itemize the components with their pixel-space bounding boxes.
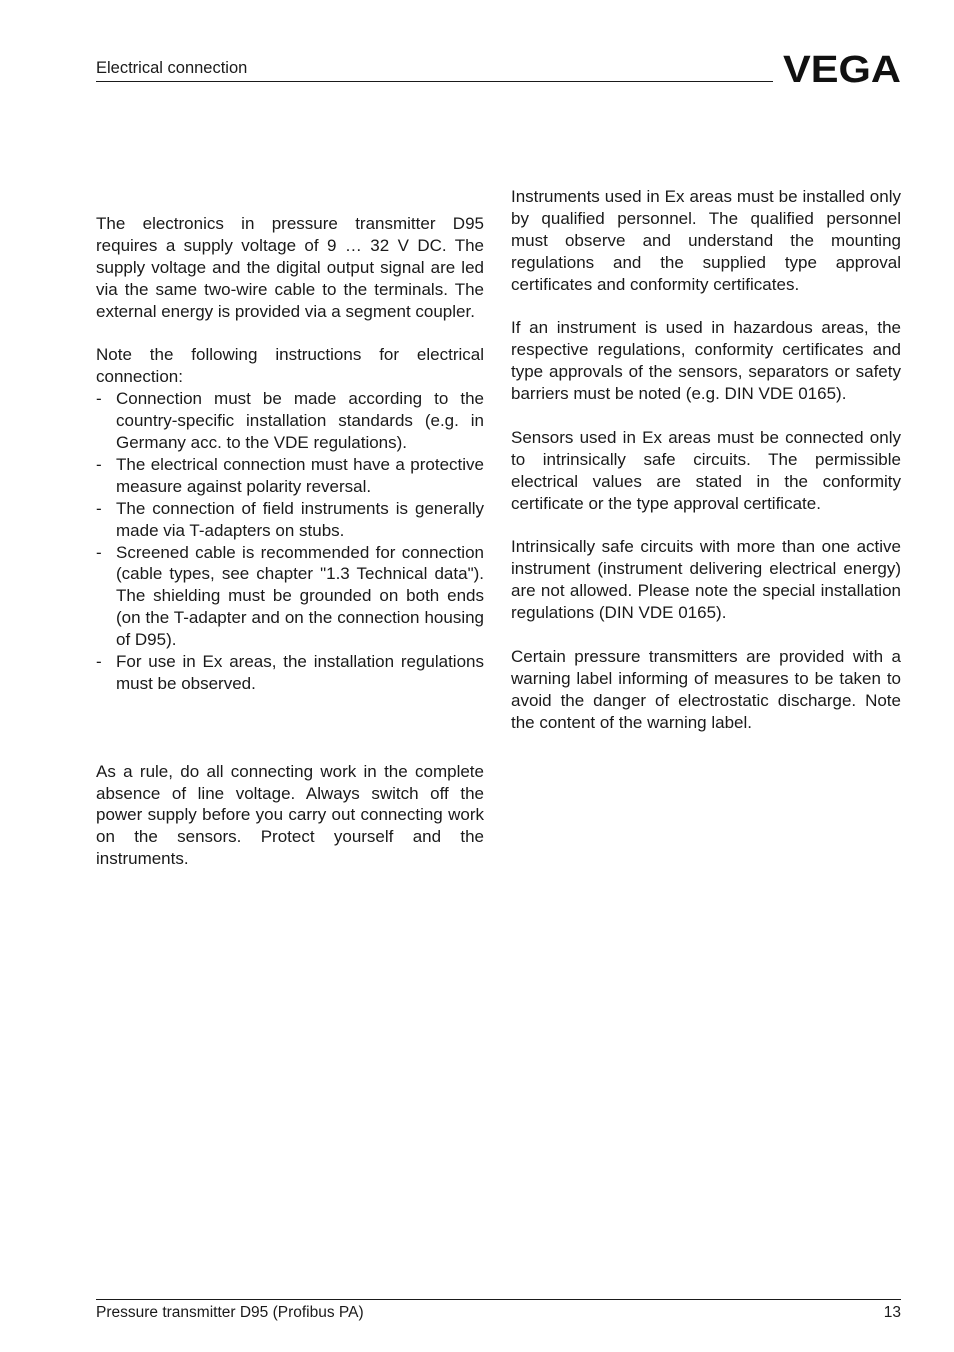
intro-paragraph: The electronics in pressure transmitter D95 requires a supply voltage of 9 … 32 V DC. The supply voltage and the digital output signal are led via the same two-wire cable to the terminals. The external energy is provided via a segment coupler.: [96, 214, 484, 321]
list-item: - The connection of field instruments is generally made via T-adapters on stubs.: [96, 498, 484, 542]
safety-paragraph: As a rule, do all connecting work in the complete absence of line voltage. Always switch off the power supply before you carry out connecting work on the sensors. Protect yourself and the instruments.: [96, 761, 484, 869]
intrinsic-safety-paragraph: Sensors used in Ex areas must be connected only to intrinsically safe circuits. The permissible electrical values are stated in the conformity certificate or the type approval certificate.: [511, 427, 901, 513]
left-column: [96, 213, 484, 870]
page-number: 13: [883, 1304, 901, 1321]
logo-text: VEGA: [783, 52, 901, 84]
header-divider: [96, 81, 773, 82]
list-item: - The electrical connection must have a protective measure against polarity reversal.: [96, 454, 484, 498]
list-item: - Connection must be made according to the country-specific installation standards (e.g. in Germany acc. to the VDE regulations).: [96, 388, 484, 454]
document-title: Pressure transmitter D95 (Profibus PA): [96, 1304, 364, 1321]
instructions-intro: Note the following instructions for electrical connection:: [96, 345, 484, 387]
vega-logo: [782, 52, 902, 84]
active-instruments-paragraph: Intrinsically safe circuits with more than one active instrument (instrument delivering electrical energy) are not allowed. Please note the special installation regulations (DIN VDE 0165).: [511, 537, 901, 623]
list-item: - For use in Ex areas, the installation regulations must be observed.: [96, 651, 484, 695]
warning-label-paragraph: Certain pressure transmitters are provided with a warning label informing of measures to be taken to avoid the danger of electrostatic discharge. Note the content of the warning label.: [511, 646, 901, 732]
ex-personnel-paragraph: Instruments used in Ex areas must be installed only by qualified personnel. The qualified personnel must observe and understand the mounting regulations and the supplied type approval certificates and conformity certificates.: [511, 187, 901, 294]
instruction-list: [96, 388, 484, 695]
hazardous-areas-paragraph: If an instrument is used in hazardous areas, the respective regulations, conformity certificates and type approvals of the sensors, separators or safety barriers must be noted (e.g. DIN VDE 0165).: [511, 318, 901, 404]
section-title: Electrical connection: [96, 59, 248, 77]
footer-divider: [96, 1299, 901, 1300]
right-column: [511, 186, 901, 734]
list-item: - Screened cable is recommended for connection (cable types, see chapter "1.3 Technical data"). The shielding must be grounded on both ends (on the T-adapter and on the connection housing of D95).: [96, 542, 484, 652]
